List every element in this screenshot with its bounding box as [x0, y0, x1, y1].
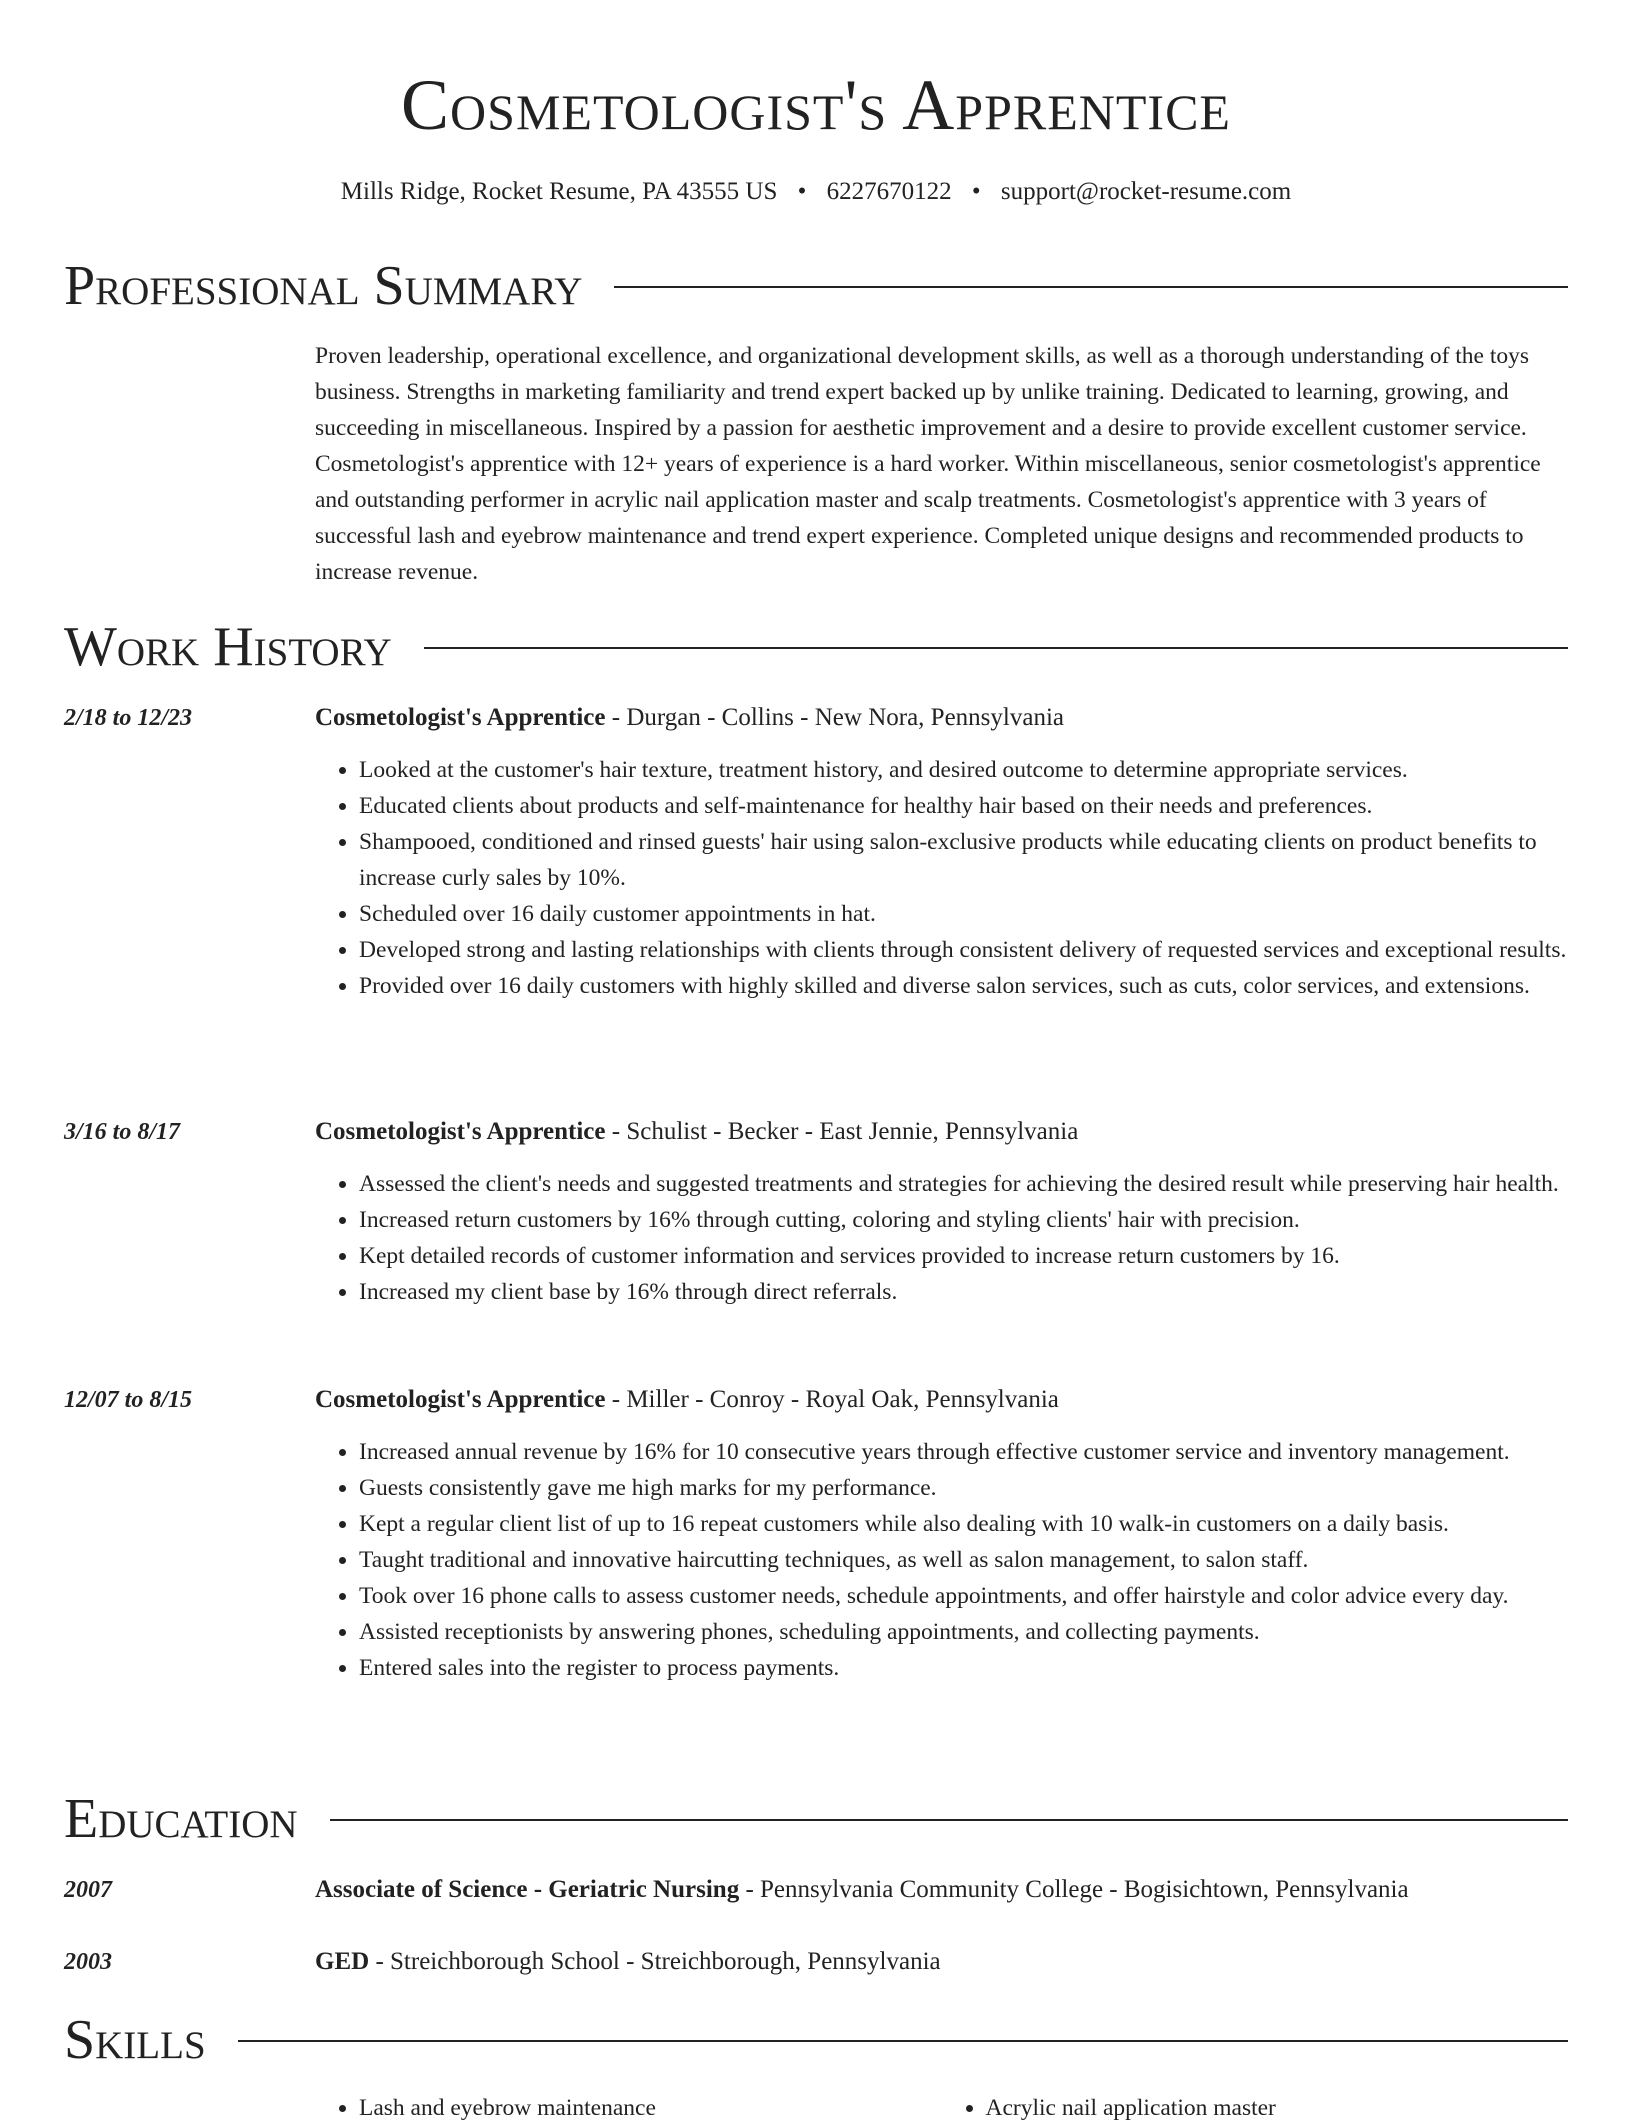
contact-line [64, 176, 1568, 208]
section-divider [614, 286, 1568, 288]
job-dates: 3/16 to 8/17 [64, 1119, 181, 1145]
skill-item: • Lash and eyebrow maintenance [359, 2090, 942, 2126]
summary-section-heading [64, 254, 1568, 318]
education-line [315, 1946, 1568, 1978]
education-school: - Streichborough School - Streichborough, Pennsylvania [369, 1948, 941, 1975]
section-title: Education [64, 1788, 298, 1850]
skills-column [315, 2090, 942, 2126]
work-history-section-heading [64, 615, 1568, 679]
education-school: - Pennsylvania Community College - Bogisichtown, Pennsylvania [739, 1876, 1409, 1903]
contact-phone: 6227670122 [826, 178, 952, 205]
education-entry [315, 1874, 1568, 1906]
job-title-line [315, 1116, 1568, 1148]
job-employer: - Miller - Conroy - Royal Oak, Pennsylvania [605, 1386, 1059, 1413]
job-title: Cosmetologist's Apprentice [315, 1386, 606, 1413]
contact-separator: • [971, 178, 981, 205]
contact-separator: • [797, 178, 807, 205]
job-employer: - Schulist - Becker - East Jennie, Pennsylvania [605, 1118, 1079, 1145]
summary-body [315, 338, 1568, 590]
section-title: Work History [64, 616, 392, 678]
section-title: Professional Summary [64, 255, 583, 317]
list-item: • Guests consistently gave me high marks for my performance. [359, 1470, 1568, 1506]
list-item: • Developed strong and lasting relationships with clients through consistent delivery of requested services and exceptional results. [359, 932, 1568, 968]
skill-item: • Acrylic nail application master [986, 2090, 1569, 2126]
contact-email[interactable]: support@rocket-resume.com [1000, 178, 1292, 205]
job-dates: 12/07 to 8/15 [64, 1387, 193, 1413]
education-year: 2003 [64, 1949, 112, 1975]
list-item: • Looked at the customer's hair texture, treatment history, and desired outcome to determine appropriate services. [359, 752, 1568, 788]
list-item: • Provided over 16 daily customers with highly skilled and diverse salon services, such as cuts, color services, and extensions. [359, 968, 1568, 1004]
section-divider [330, 1819, 1568, 1821]
section-divider [238, 2040, 1568, 2042]
education-entry [315, 1946, 1568, 1978]
list-item: • Increased return customers by 16% through cutting, coloring and styling clients' hair with precision. [359, 1202, 1568, 1238]
job-bullets [315, 1434, 1568, 1686]
job-entry [315, 1116, 1568, 1310]
skills-section-heading [64, 2008, 1568, 2072]
job-title-line [315, 1384, 1568, 1416]
list-item: • Took over 16 phone calls to assess customer needs, schedule appointments, and offer hairstyle and color advice every day. [359, 1578, 1568, 1614]
education-degree: Associate of Science - Geriatric Nursing [315, 1876, 740, 1903]
list-item: • Kept a regular client list of up to 16 repeat customers while also dealing with 10 walk-in customers on a daily basis. [359, 1506, 1568, 1542]
skills-list [315, 2090, 1568, 2126]
job-entry [315, 702, 1568, 1004]
education-year: 2007 [64, 1877, 112, 1903]
list-item: • Assessed the client's needs and suggested treatments and strategies for achieving the desired result while preserving hair health. [359, 1166, 1568, 1202]
list-item: • Increased annual revenue by 16% for 10 consecutive years through effective customer service and inventory management. [359, 1434, 1568, 1470]
job-title-line [315, 702, 1568, 734]
job-title: Cosmetologist's Apprentice [315, 1118, 606, 1145]
list-item: • Educated clients about products and self-maintenance for healthy hair based on their needs and preferences. [359, 788, 1568, 824]
list-item: • Entered sales into the register to process payments. [359, 1650, 1568, 1686]
job-bullets [315, 1166, 1568, 1310]
education-degree: GED [315, 1948, 370, 1975]
section-divider [424, 647, 1568, 649]
section-title: Skills [64, 2009, 206, 2071]
list-item: • Taught traditional and innovative haircutting techniques, as well as salon management, to salon staff. [359, 1542, 1568, 1578]
list-item: • Scheduled over 16 daily customer appointments in hat. [359, 896, 1568, 932]
job-bullets [315, 752, 1568, 1004]
contact-address: Mills Ridge, Rocket Resume, PA 43555 US [340, 178, 778, 205]
job-title: Cosmetologist's Apprentice [315, 704, 606, 731]
education-section-heading [64, 1787, 1568, 1851]
list-item: • Assisted receptionists by answering phones, scheduling appointments, and collecting payments. [359, 1614, 1568, 1650]
list-item: • Increased my client base by 16% through direct referrals. [359, 1274, 1568, 1310]
summary-text: Proven leadership, operational excellence, and organizational development skills, as well as a thorough understanding of the toys business. Strengths in marketing familiarity and trend expert backed up by unlike training. Dedicated to learning, growing, and succeeding in miscellaneous. Inspired by a passion for aesthetic improvement and a desire to provide excellent customer service. Cosmetologist's apprentice with 12+ years of experience is a hard worker. Within miscellaneous, senior cosmetologist's apprentice and outstanding performer in acrylic nail application master and scalp treatments. Cosmetologist's apprentice with 3 years of successful lash and eyebrow maintenance and trend expert experience. Completed unique designs and recommended products to increase revenue. [315, 343, 1541, 585]
candidate-name: Cosmetologist's Apprentice [401, 65, 1231, 145]
job-dates: 2/18 to 12/23 [64, 705, 193, 731]
skills-column [942, 2090, 1569, 2126]
education-line [315, 1874, 1568, 1906]
job-entry [315, 1384, 1568, 1686]
list-item: • Kept detailed records of customer information and services provided to increase return customers by 16. [359, 1238, 1568, 1274]
list-item: • Shampooed, conditioned and rinsed guests' hair using salon-exclusive products while educating clients on product benefits to increase curly sales by 10%. [359, 824, 1568, 896]
job-employer: - Durgan - Collins - New Nora, Pennsylvania [605, 704, 1064, 731]
